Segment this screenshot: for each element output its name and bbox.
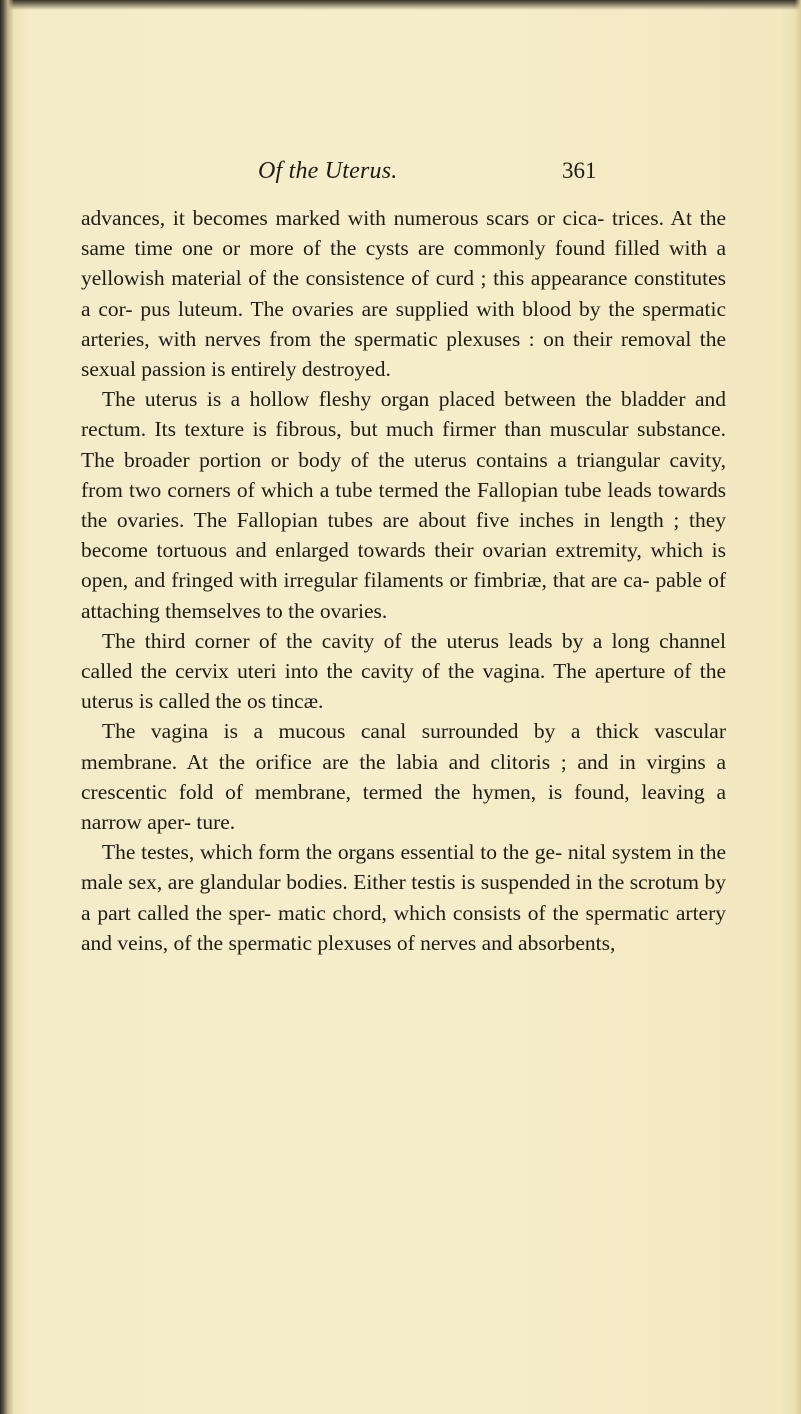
body-text [81, 203, 726, 958]
paragraph-ovaries: advances, it becomes marked with numerous scars or cica- trices. At the same time one or more of the cysts are commonly found filled with a yellowish material of the consistence of curd ; this appearance constitutes a cor- pus luteum. The ovaries are supplied with blood by the spermatic arteries, with nerves from the spermatic plexuses : on their removal the sexual passion is entirely destroyed. [81, 206, 726, 382]
paragraph-uterus: The uterus is a hollow fleshy organ placed between the bladder and rectum. Its texture is fibrous, but much firmer than muscular substance. The broader portion or body of the uterus contains a triangular cavity, from two corners of which a tube termed the Fallopian tube leads towards the ovaries. The Fallopian tubes are about five inches in length ; they become tortuous and enlarged towards their ovarian extremity, which is open, and fringed with irregular filaments or fimbriæ, that are ca- pable of attaching themselves to the ovaries. [81, 387, 726, 623]
page-number: 361 [562, 158, 597, 183]
paragraph-vagina: The vagina is a mucous canal surrounded by a thick vascular membrane. At the orifice are the labia and clitoris ; and in virgins a crescentic fold of membrane, termed the hymen, is found, leaving a narrow aper- ture. [81, 719, 726, 835]
page-right-edge [795, 0, 801, 1414]
running-title: Of the Uterus. [258, 158, 398, 184]
page-top-shadow [0, 0, 801, 10]
page-header [0, 158, 801, 192]
paragraph-cervix: The third corner of the cavity of the uterus leads by a long channel called the cervix uteri into the cavity of the vagina. The aperture of the uterus is called the os tincæ. [81, 628, 726, 714]
page-binding-edge [0, 0, 14, 1414]
paragraph-testes: The testes, which form the organs essential to the ge- nital system in the male sex, are glandular bodies. Either testis is suspended in the scrotum by a part called the sper- matic chord, which consists of the spermatic artery and veins, of the spermatic plexuses of nerves and absorbents, [81, 840, 726, 955]
